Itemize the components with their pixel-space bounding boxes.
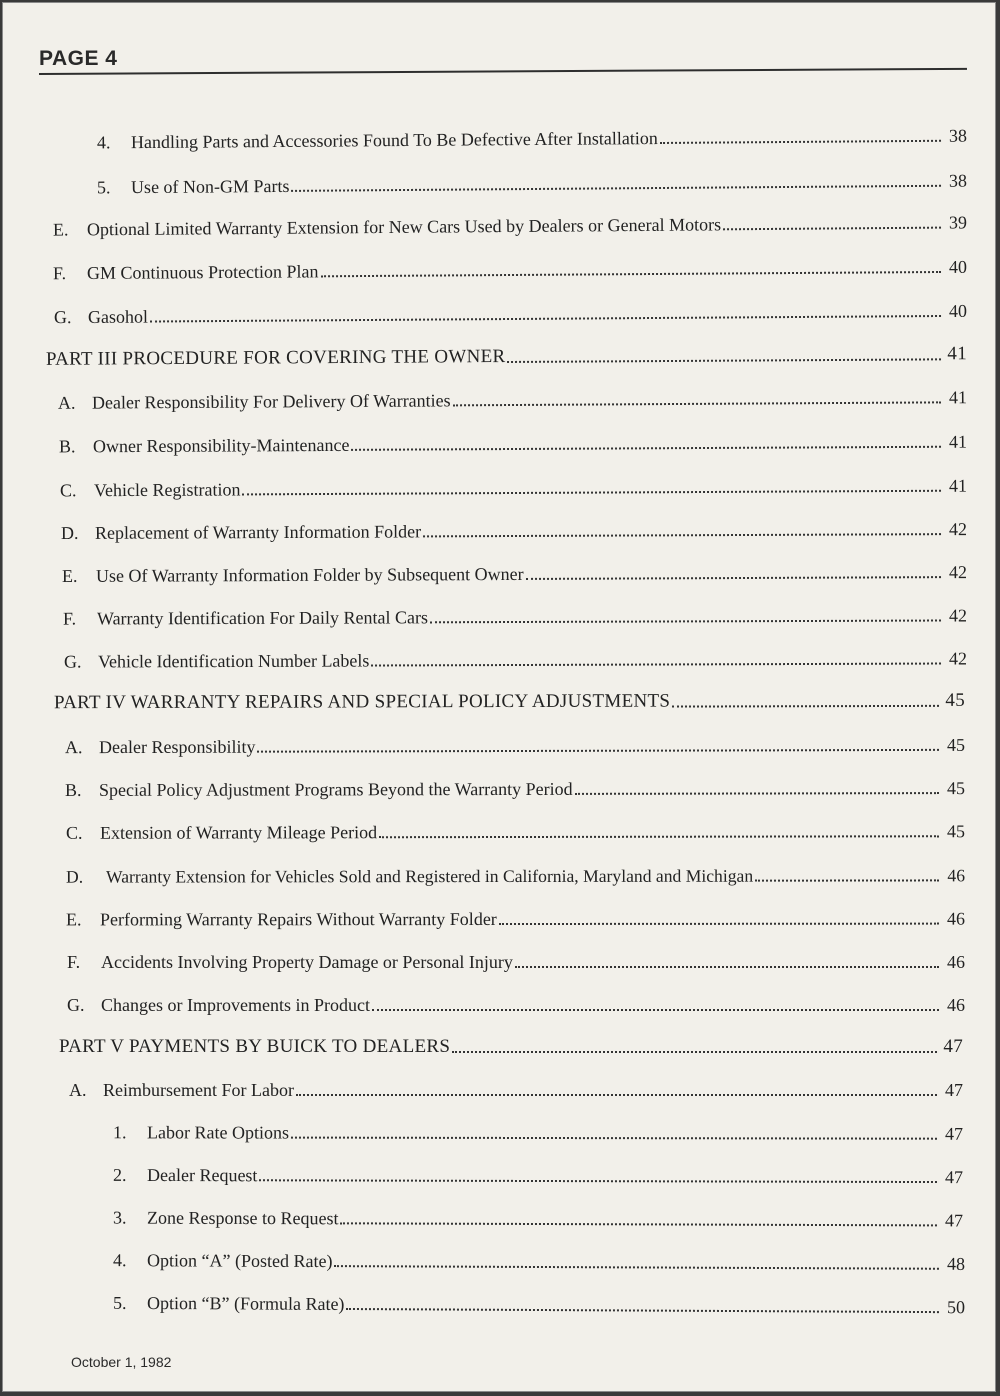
toc-entry-page: 41 xyxy=(948,475,968,496)
toc-entry-page: 47 xyxy=(944,1210,964,1231)
toc-entry-page: 50 xyxy=(946,1297,966,1318)
toc-part-heading xyxy=(59,1036,963,1058)
toc-entry-number: G. xyxy=(67,995,85,1015)
toc-entry-title: Extension of Warranty Mileage Period xyxy=(99,822,378,843)
toc-entry-title: PART IV WARRANTY REPAIRS AND SPECIAL POLICY ADJUSTMENTS xyxy=(53,690,671,714)
toc-entry xyxy=(67,951,965,973)
toc-entry xyxy=(97,125,967,154)
toc-entry-leader xyxy=(660,139,941,144)
page-header: PAGE 4 xyxy=(39,47,118,70)
toc-entry-leader xyxy=(340,1221,937,1226)
toc-entry-title: Reimbursement For Labor xyxy=(103,1080,294,1100)
toc-entry-page: 46 xyxy=(947,995,965,1015)
toc-entry-page: 46 xyxy=(946,908,966,929)
toc-entry-page: 45 xyxy=(945,689,966,711)
toc-entry-number: A. xyxy=(57,392,76,413)
toc-entry-page: 41 xyxy=(948,387,968,408)
toc-entry-page: 42 xyxy=(948,605,968,626)
footer-date: October 1, 1982 xyxy=(71,1354,172,1370)
toc-entry xyxy=(113,1249,965,1275)
toc-entry-title: Warranty Extension for Vehicles Sold and Registered in California, Maryland and Michigan xyxy=(105,865,754,887)
toc-entry-leader xyxy=(453,400,941,406)
toc-entry-leader xyxy=(379,834,939,838)
toc-entry xyxy=(65,777,965,801)
toc-entry-page: 42 xyxy=(948,648,968,669)
toc-entry-number: G. xyxy=(63,651,82,672)
toc-entry-title: Changes or Improvements in Product xyxy=(101,995,370,1015)
table-of-contents xyxy=(3,3,995,1391)
toc-entry-leader xyxy=(257,748,939,753)
toc-entry xyxy=(62,561,967,587)
toc-entry xyxy=(113,1164,963,1188)
toc-entry-number: F. xyxy=(67,952,81,972)
toc-entry-page: 42 xyxy=(948,519,968,540)
toc-entry-title: Special Policy Adjustment Programs Beyond the Warranty Period xyxy=(98,778,573,800)
toc-entry-number: 3. xyxy=(112,1207,127,1228)
toc-entry-page: 40 xyxy=(948,256,968,277)
toc-entry-number: G. xyxy=(53,307,72,328)
toc-entry-page: 38 xyxy=(948,125,968,146)
toc-entry-number: B. xyxy=(58,436,76,457)
toc-entry-title: Vehicle Registration xyxy=(93,479,241,501)
toc-entry-leader xyxy=(291,1136,937,1140)
toc-entry-title: Use Of Warranty Information Folder by Subsequent Owner xyxy=(95,563,524,586)
toc-entry-leader xyxy=(507,357,941,363)
toc-entry-leader xyxy=(452,1050,937,1053)
toc-entry-title: Gasohol xyxy=(87,306,149,327)
toc-entry-number: D. xyxy=(65,866,84,887)
toc-entry-page: 46 xyxy=(947,952,965,972)
toc-entry-number: 2. xyxy=(112,1164,127,1185)
toc-entry-title: Zone Response to Request xyxy=(146,1207,339,1229)
toc-entry-title: Dealer Responsibility For Delivery Of Warranties xyxy=(91,390,451,413)
toc-part-heading xyxy=(54,690,965,714)
toc-entry-title: PART III PROCEDURE FOR COVERING THE OWNER xyxy=(45,346,506,370)
toc-entry-page: 45 xyxy=(946,778,966,799)
toc-entry-leader xyxy=(499,922,939,925)
toc-entry xyxy=(58,386,967,414)
toc-entry xyxy=(66,820,965,844)
toc-entry-page: 47 xyxy=(943,1036,963,1057)
toc-entry-leader xyxy=(351,445,941,451)
toc-entry xyxy=(60,475,967,502)
toc-entry-page: 41 xyxy=(947,343,968,365)
toc-entry-leader xyxy=(423,532,941,537)
toc-entry xyxy=(97,170,967,199)
toc-entry-leader xyxy=(259,1178,937,1183)
toc-entry-title: Performing Warranty Repairs Without Warranty Folder xyxy=(99,909,497,930)
toc-entry-leader xyxy=(296,1093,937,1096)
toc-entry-title: Accidents Involving Property Damage or Personal Injury xyxy=(101,952,513,972)
toc-entry-title: Labor Rate Options xyxy=(146,1122,290,1143)
toc-entry-leader xyxy=(723,226,941,231)
toc-entry-leader xyxy=(150,314,941,323)
toc-entry-page: 41 xyxy=(948,431,968,452)
toc-entry-number: E. xyxy=(52,219,69,240)
toc-entry-leader xyxy=(755,878,939,881)
toc-entry-number: 5. xyxy=(112,1292,127,1313)
toc-entry-leader xyxy=(526,575,941,580)
toc-entry-leader xyxy=(672,704,939,708)
toc-entry-leader xyxy=(321,270,941,277)
toc-entry-page: 47 xyxy=(944,1123,964,1144)
toc-entry-leader xyxy=(372,1008,939,1011)
toc-entry-title: Replacement of Warranty Information Folder xyxy=(94,521,422,543)
toc-entry-number: 4. xyxy=(96,132,111,153)
toc-entry xyxy=(113,1121,963,1144)
toc-entry-title: Warranty Identification For Daily Rental Cars xyxy=(96,607,428,629)
toc-entry xyxy=(113,1292,965,1318)
toc-entry xyxy=(59,431,967,458)
toc-entry xyxy=(63,604,967,629)
toc-entry-leader xyxy=(334,1264,939,1270)
toc-entry-number: F. xyxy=(52,263,67,284)
toc-entry xyxy=(66,908,965,931)
toc-entry-number: D. xyxy=(60,522,79,543)
toc-entry-page: 39 xyxy=(948,212,968,233)
toc-part-heading xyxy=(46,343,967,371)
toc-entry-title: Owner Responsibility-Maintenance xyxy=(92,434,350,457)
toc-entry-title: Dealer Responsibility xyxy=(98,736,256,758)
toc-entry xyxy=(54,300,967,328)
toc-entry-leader xyxy=(371,662,941,667)
toc-entry-title: PART V PAYMENTS BY BUICK TO DEALERS xyxy=(59,1036,451,1057)
toc-entry xyxy=(61,518,967,544)
toc-entry-leader xyxy=(430,619,941,624)
toc-entry xyxy=(53,256,967,284)
toc-entry-number: 4. xyxy=(112,1250,127,1271)
toc-entry-leader xyxy=(242,489,941,496)
toc-entry xyxy=(113,1207,963,1232)
toc-entry-title: Option “A” (Posted Rate) xyxy=(146,1250,333,1272)
toc-entry xyxy=(66,864,965,887)
toc-entry-title: GM Continuous Protection Plan xyxy=(86,261,319,283)
toc-entry-title: Vehicle Identification Number Labels xyxy=(97,650,370,672)
toc-entry-page: 38 xyxy=(948,170,968,191)
toc-entry-number: 1. xyxy=(112,1122,127,1143)
toc-entry-title: Handling Parts and Accessories Found To Be Defective After Installation xyxy=(130,128,658,153)
toc-entry xyxy=(67,994,965,1016)
toc-entry-title: Optional Limited Warranty Extension for New Cars Used by Dealers or General Motors xyxy=(86,214,722,240)
toc-entry-number: B. xyxy=(64,779,82,800)
toc-entry xyxy=(64,647,967,672)
toc-entry-number: 5. xyxy=(96,177,111,198)
toc-entry-leader xyxy=(575,791,939,795)
toc-entry-page: 45 xyxy=(946,821,966,842)
toc-entry-number: E. xyxy=(61,565,78,586)
toc-entry-number: F. xyxy=(62,608,77,629)
toc-entry-page: 40 xyxy=(948,300,968,321)
toc-entry-title: Use of Non-GM Parts xyxy=(130,175,290,198)
toc-entry-page: 46 xyxy=(947,865,966,886)
toc-entry-number: A. xyxy=(69,1080,87,1100)
toc-entry xyxy=(65,734,965,758)
toc-entry-leader xyxy=(346,1307,939,1313)
toc-entry-page: 48 xyxy=(946,1253,966,1274)
toc-entry-title: Dealer Request xyxy=(146,1164,258,1186)
toc-entry-page: 42 xyxy=(948,562,968,583)
toc-entry-title: Option “B” (Formula Rate) xyxy=(146,1292,345,1314)
toc-entry-number: E. xyxy=(65,909,82,930)
toc-entry-number: C. xyxy=(65,822,83,843)
toc-entry-leader xyxy=(292,184,942,192)
toc-entry-number: C. xyxy=(59,480,77,501)
toc-entry xyxy=(69,1079,963,1101)
document-page xyxy=(2,2,996,1392)
toc-entry-page: 45 xyxy=(946,734,966,755)
toc-entry-leader xyxy=(515,965,939,968)
toc-entry-page: 47 xyxy=(945,1080,963,1100)
toc-entry-page: 47 xyxy=(944,1167,964,1188)
toc-entry-number: A. xyxy=(64,737,83,758)
toc-entry xyxy=(53,211,967,240)
